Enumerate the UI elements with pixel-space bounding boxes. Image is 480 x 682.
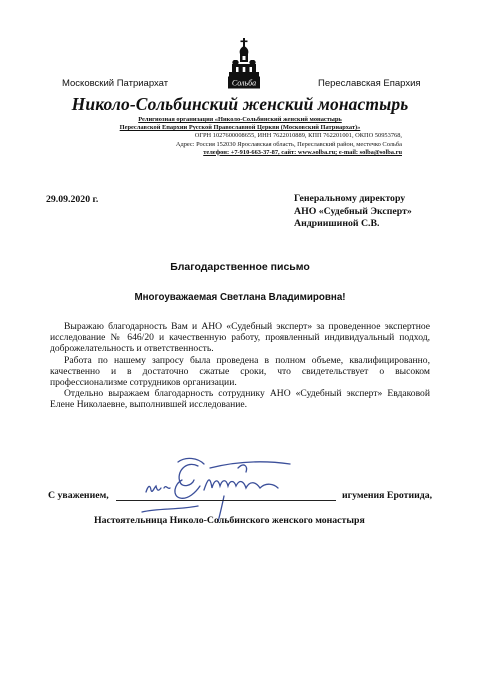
signature-line [116, 500, 336, 501]
signer-name: игумения Еротиида, [342, 490, 433, 501]
signer-position: Настоятельница Николо-Сольбинского женского монастыря [94, 515, 365, 526]
monastery-logo-icon [226, 38, 262, 90]
closing-text: С уважением, [48, 490, 109, 501]
requisites-line: Переславской Епархии Русской Православной Церкви (Московский Патриархат)» [119, 124, 361, 132]
body-paragraph: Работа по нашему запросу была проведена в полном объеме, квалифицированно, качественно и в достаточно сжатые сроки, что свидетельствует о высоком профессионализме сотрудников организации. [50, 354, 430, 389]
addressee-line: АНО «Судебный Эксперт» [294, 205, 412, 217]
letter-body [50, 321, 430, 411]
monastery-title: Николо-Сольбинский женский монастырь [71, 94, 409, 114]
logo-text: Сольба [231, 78, 257, 88]
body-paragraph: Выражаю благодарность Вам и АНО «Судебный эксперт» за проведенное экспертное исследование № 646/20 и качественную работу, проявленный индивидуальный подход, доброжелательность и ответственность. [50, 321, 430, 355]
patriarchate-label: Московский Патриархат [62, 78, 169, 89]
address-line: Адрес: Россия 152030 Ярославская область, Переславский район, местечко Сольба [175, 140, 402, 148]
addressee-line: Генеральному директору [294, 193, 406, 204]
requisites-block [0, 116, 480, 157]
addressee-block [294, 193, 412, 231]
requisites-line: ОГРН 1027600008655, ИНН 7622010889, КПП 762201001, ОКПО 50953768, [194, 132, 402, 140]
addressee-line: Андриишиной С.В. [294, 218, 380, 230]
contact-line: телефон: +7-910-663-37-87, сайт: www.solba.ru; e-mail: solba@solba.ru [203, 148, 402, 156]
letter-greeting: Многоуважаемая Светлана Владимировна! [134, 292, 346, 303]
eparchy-label: Переславская Епархия [318, 78, 421, 89]
requisites-line: Религиозная организация «Николо-Сольбинский женский монастырь [138, 116, 342, 123]
letter-date: 29.09.2020 г. [46, 194, 99, 205]
letter-title: Благодарственное письмо [170, 261, 310, 273]
body-paragraph: Отдельно выражаем благодарность сотруднику АНО «Судебный эксперт» Евдаковой Елене Николаевне, выполнившей исследование. [50, 388, 430, 411]
